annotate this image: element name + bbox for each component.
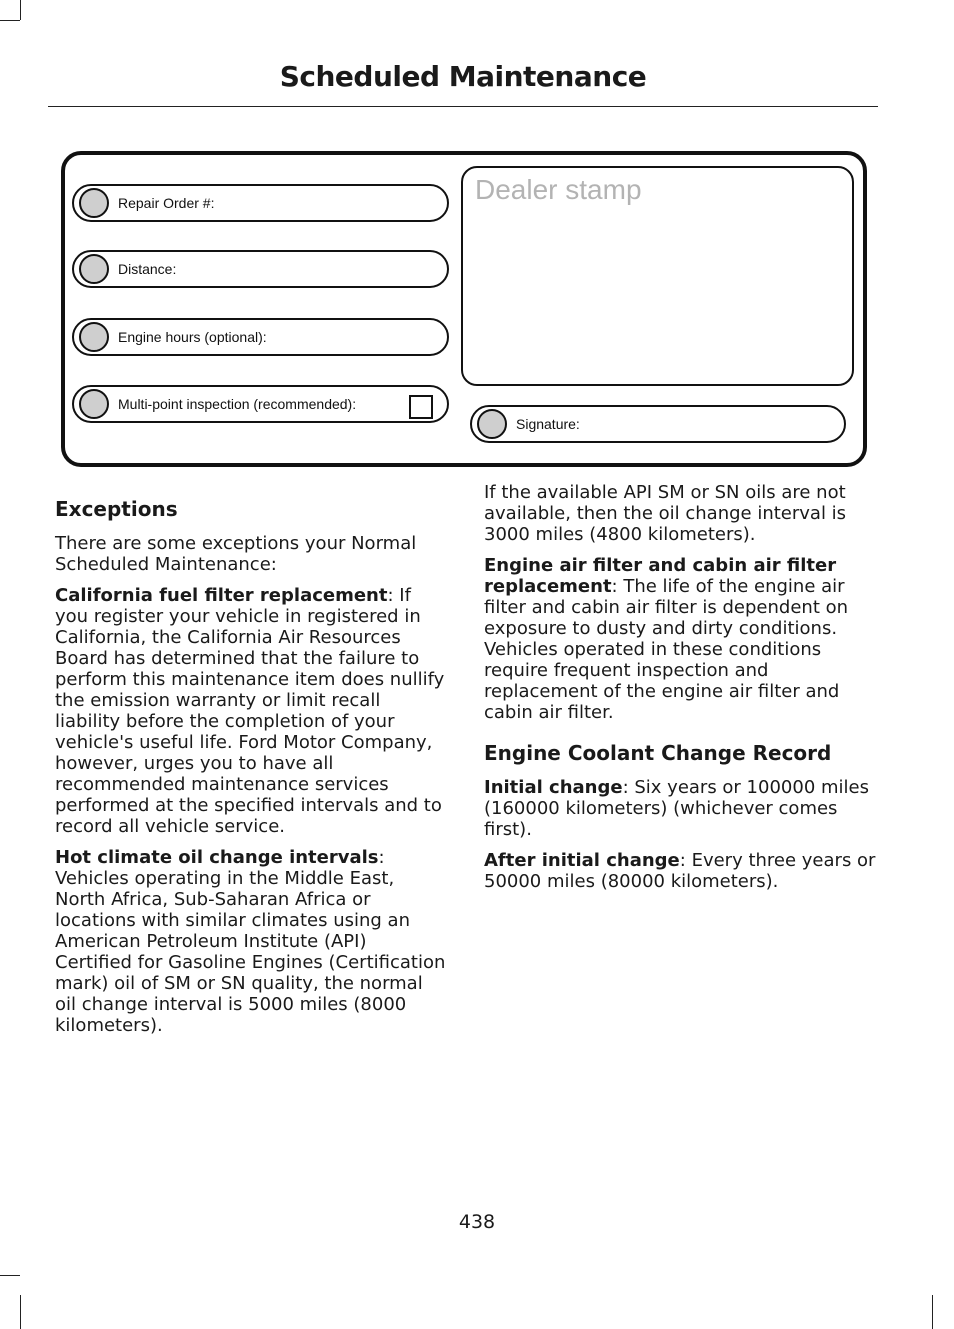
after-initial-change-text: : Every three years or 50000 miles (80000 kilometers). [484, 850, 876, 892]
signature-label: Signature: [516, 416, 580, 432]
initial-change-term: Initial change [484, 777, 623, 798]
hot-climate-term: Hot climate oil change intervals [55, 847, 379, 868]
crop-mark [0, 20, 20, 21]
multi-point-inspection-label: Multi-point inspection (recommended): [118, 396, 357, 412]
initial-change-paragraph [484, 777, 879, 840]
air-filter-term: Engine air filter and cabin air filter replacement [484, 555, 837, 597]
fill-bubble[interactable] [79, 322, 109, 352]
engine-hours-label: Engine hours (optional): [118, 329, 267, 345]
coolant-heading: Engine Coolant Change Record [484, 741, 832, 765]
left-column [55, 482, 447, 1046]
distance-field[interactable] [72, 250, 449, 288]
dealer-stamp-box[interactable] [461, 166, 854, 386]
right-column [484, 482, 879, 902]
initial-change-text: : Six years or 100000 miles (160000 kilometers) (whichever comes first). [484, 777, 869, 840]
crop-mark [20, 1295, 21, 1329]
crop-mark [0, 1275, 20, 1276]
fill-bubble[interactable] [79, 188, 109, 218]
hot-climate-paragraph [55, 847, 447, 1036]
after-initial-change-term: After initial change [484, 850, 680, 871]
hot-climate-text: : Vehicles operating in the Middle East, North Africa, Sub-Saharan Africa or locations with similar climates using an American Petroleum Institute (API) Certified for Gasoline Engines (Certification mark) oil of SM or SN quality, the normal oil change interval is 5000 miles (8000 kilometers). [55, 847, 446, 1036]
page-number: 438 [458, 1211, 496, 1233]
fill-bubble[interactable] [79, 389, 109, 419]
exceptions-intro: There are some exceptions your Normal Scheduled Maintenance: [55, 533, 417, 575]
repair-order-field[interactable] [72, 184, 449, 222]
engine-hours-field[interactable] [72, 318, 449, 356]
distance-label: Distance: [118, 261, 177, 277]
california-term: California fuel filter replacement [55, 585, 388, 606]
crop-mark [20, 0, 21, 20]
air-filter-text: : The life of the engine air filter and cabin air filter is dependent on exposure to dusty and dirty conditions. Vehicles operated in these conditions require frequent inspection and replacement of the engine air filter and cabin air filter. [484, 576, 849, 723]
signature-field[interactable] [470, 405, 846, 443]
api-oil-paragraph: If the available API SM or SN oils are not available, then the oil change interval is 3000 miles (4800 kilometers). [484, 482, 847, 545]
exceptions-heading: Exceptions [55, 497, 178, 521]
dealer-stamp-label: Dealer stamp [475, 174, 642, 205]
repair-order-label: Repair Order #: [118, 195, 215, 211]
title-rule [48, 106, 878, 107]
california-text: : If you register your vehicle in registered in California, the California Air Resources Board has determined that the failure to perform this maintenance item does nullify the emission warranty or limit recall liability before the completion of your vehicle's useful life. Ford Motor Company, however, urges you to have all recommended maintenance services performed at the specified intervals and to record all vehicle service. [55, 585, 445, 837]
california-paragraph [55, 585, 447, 837]
crop-mark [932, 1295, 933, 1329]
fill-bubble[interactable] [79, 254, 109, 284]
multi-point-inspection-field[interactable] [72, 385, 449, 423]
after-initial-change-paragraph [484, 850, 879, 892]
air-filter-paragraph [484, 555, 879, 723]
inspection-checkbox[interactable] [409, 395, 433, 419]
fill-bubble[interactable] [477, 409, 507, 439]
page-title: Scheduled Maintenance [279, 60, 647, 93]
